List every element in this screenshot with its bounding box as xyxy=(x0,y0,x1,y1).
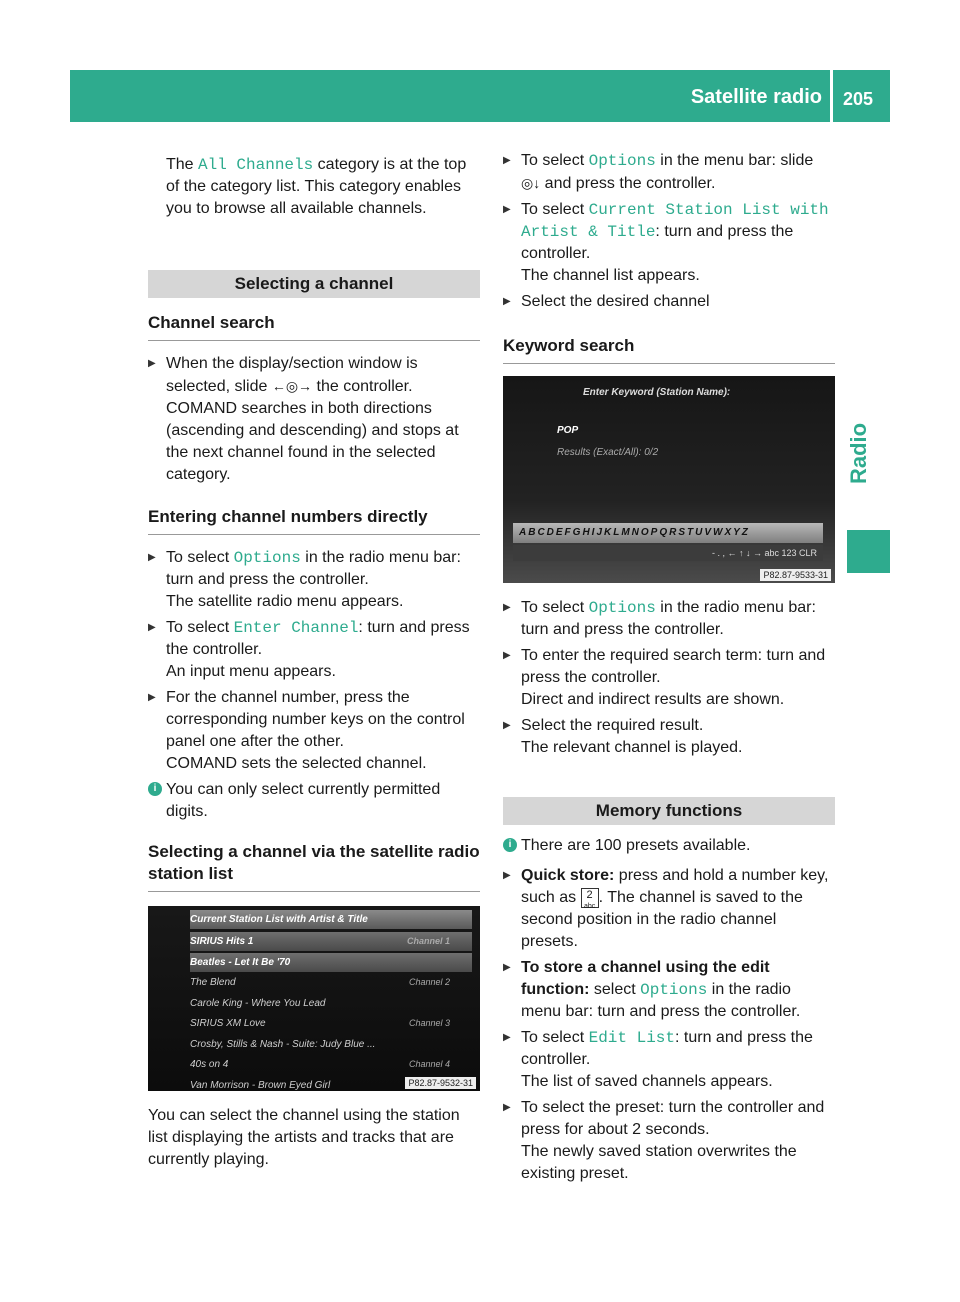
step-keyword-2: ▶ To enter the required search term: turn and press the controller. Direct and indirect results are shown. xyxy=(503,645,835,711)
step-direct-2: ▶ To select Enter Channel: turn and press the controller. An input menu appears. xyxy=(148,617,480,683)
step-edit-list: ▶ To select Edit List: turn and press the controller. The list of saved channels appears. xyxy=(503,1027,835,1093)
step-channel-search: ▶ When the display/section window is selected, slide ←◎→ the controller. COMAND searches in both directions (ascending and descending) and stops at the next channel found in the selected category. xyxy=(148,353,480,486)
channel-number: Channel 4 xyxy=(408,1059,450,1069)
all-channels-code: All Channels xyxy=(198,156,314,174)
keyword-screen-input: POP xyxy=(557,425,579,436)
info-icon: i xyxy=(503,838,517,852)
image-code: P82.87-9533-31 xyxy=(760,569,831,581)
header-divider xyxy=(830,70,833,122)
heading-station-list: Selecting a channel via the satellite radio station list xyxy=(148,841,480,892)
station-list-row xyxy=(190,953,472,972)
info-permitted-digits: i You can only select currently permitted digits. xyxy=(148,779,480,823)
step-direct-1: ▶ To select Options in the radio menu bar: turn and press the controller. The satellite radio menu appears. xyxy=(148,547,480,613)
step-right-3: ▶ Select the desired channel xyxy=(503,291,835,313)
station-name: Beatles - Let It Be '70 xyxy=(190,956,291,968)
station-list-row xyxy=(190,994,472,1013)
step-right-1: ▶ To select Options in the menu bar: slide ◎↓ and press the controller. xyxy=(503,150,835,195)
keyword-search-screenshot xyxy=(503,376,835,583)
station-name: The Blend xyxy=(190,977,236,988)
step-quick-store: ▶ Quick store: press and hold a number key, such as 2 abc. The channel is saved to the second position in the radio channel presets. xyxy=(503,865,835,953)
image-code: P82.87-9532-31 xyxy=(405,1077,476,1089)
station-name: SIRIUS Hits 1 xyxy=(190,936,254,947)
station-name: Carole King - Where You Lead xyxy=(190,997,326,1009)
intro-paragraph: The All Channels category is at the top of the category list. This category enables you to browse all available channels. xyxy=(166,156,467,217)
step-edit-function: ▶ To store a channel using the edit function: select Options in the radio menu bar: turn and press the controller. xyxy=(503,957,835,1023)
info-icon: i xyxy=(148,782,162,796)
station-name: SIRIUS XM Love xyxy=(190,1018,266,1029)
station-list-row xyxy=(190,973,472,992)
keyboard-controls: - . , ← ↑ ↓ → abc 123 CLR xyxy=(513,545,823,561)
section-memory-functions: Memory functions xyxy=(503,797,835,825)
section-selecting-channel: Selecting a channel xyxy=(148,270,480,298)
station-name: 40s on 4 xyxy=(190,1059,229,1070)
step-keyword-3: ▶ Select the required result. The relevant channel is played. xyxy=(503,715,835,759)
number-key-2-icon: 2 abc xyxy=(581,888,599,908)
station-list-row xyxy=(190,1055,472,1074)
controller-slide-down-icon: ◎↓ xyxy=(521,175,541,191)
station-name: Crosby, Stills & Nash - Suite: Judy Blue ... xyxy=(190,1038,376,1050)
station-list-row xyxy=(190,1035,472,1054)
station-list-row xyxy=(190,1014,472,1033)
keyword-screen-title: Enter Keyword (Station Name): xyxy=(583,387,731,398)
keyboard-letters: ABCDEFGHIJKLMNOPQRSTUVWXYZ xyxy=(513,523,823,543)
channel-number: Channel 3 xyxy=(408,1018,450,1028)
left-column xyxy=(148,150,480,1171)
step-select-preset: ▶ To select the preset: turn the controller and press for about 2 seconds. The newly saved station overwrites the existing preset. xyxy=(503,1097,835,1185)
station-list-row xyxy=(190,932,472,951)
page-title: Satellite radio xyxy=(690,86,822,108)
station-name: Van Morrison - Brown Eyed Girl xyxy=(190,1079,331,1091)
step-right-2: ▶ To select Current Station List with Artist & Title: turn and press the controller. The channel list appears. xyxy=(503,199,835,287)
page-number: 205 xyxy=(843,89,874,109)
heading-channel-search: Channel search xyxy=(148,312,480,341)
channel-number: Channel 1 xyxy=(406,936,450,946)
channel-number: Channel 2 xyxy=(408,977,450,987)
station-list-screen-title: Current Station List with Artist & Title xyxy=(190,910,472,929)
controller-slide-lr-icon: ←◎→ xyxy=(271,378,313,394)
side-tab-label: Radio xyxy=(846,422,871,484)
step-direct-3: ▶ For the channel number, press the corresponding number keys on the control panel one after the other. COMAND sets the selected channel. xyxy=(148,687,480,775)
heading-keyword-search: Keyword search xyxy=(503,335,835,364)
heading-direct-entry: Entering channel numbers directly xyxy=(148,506,480,535)
station-list-screenshot xyxy=(148,906,480,1091)
info-presets: i There are 100 presets available. xyxy=(503,835,835,857)
right-column xyxy=(503,150,835,1189)
keyword-screen-results: Results (Exact/All): 0/2 xyxy=(557,447,659,458)
step-keyword-1: ▶ To select Options in the radio menu bar: turn and press the controller. xyxy=(503,597,835,641)
side-tab-marker xyxy=(847,530,890,573)
station-list-caption: You can select the channel using the station list displaying the artists and tracks that are currently playing. xyxy=(148,1107,460,1168)
